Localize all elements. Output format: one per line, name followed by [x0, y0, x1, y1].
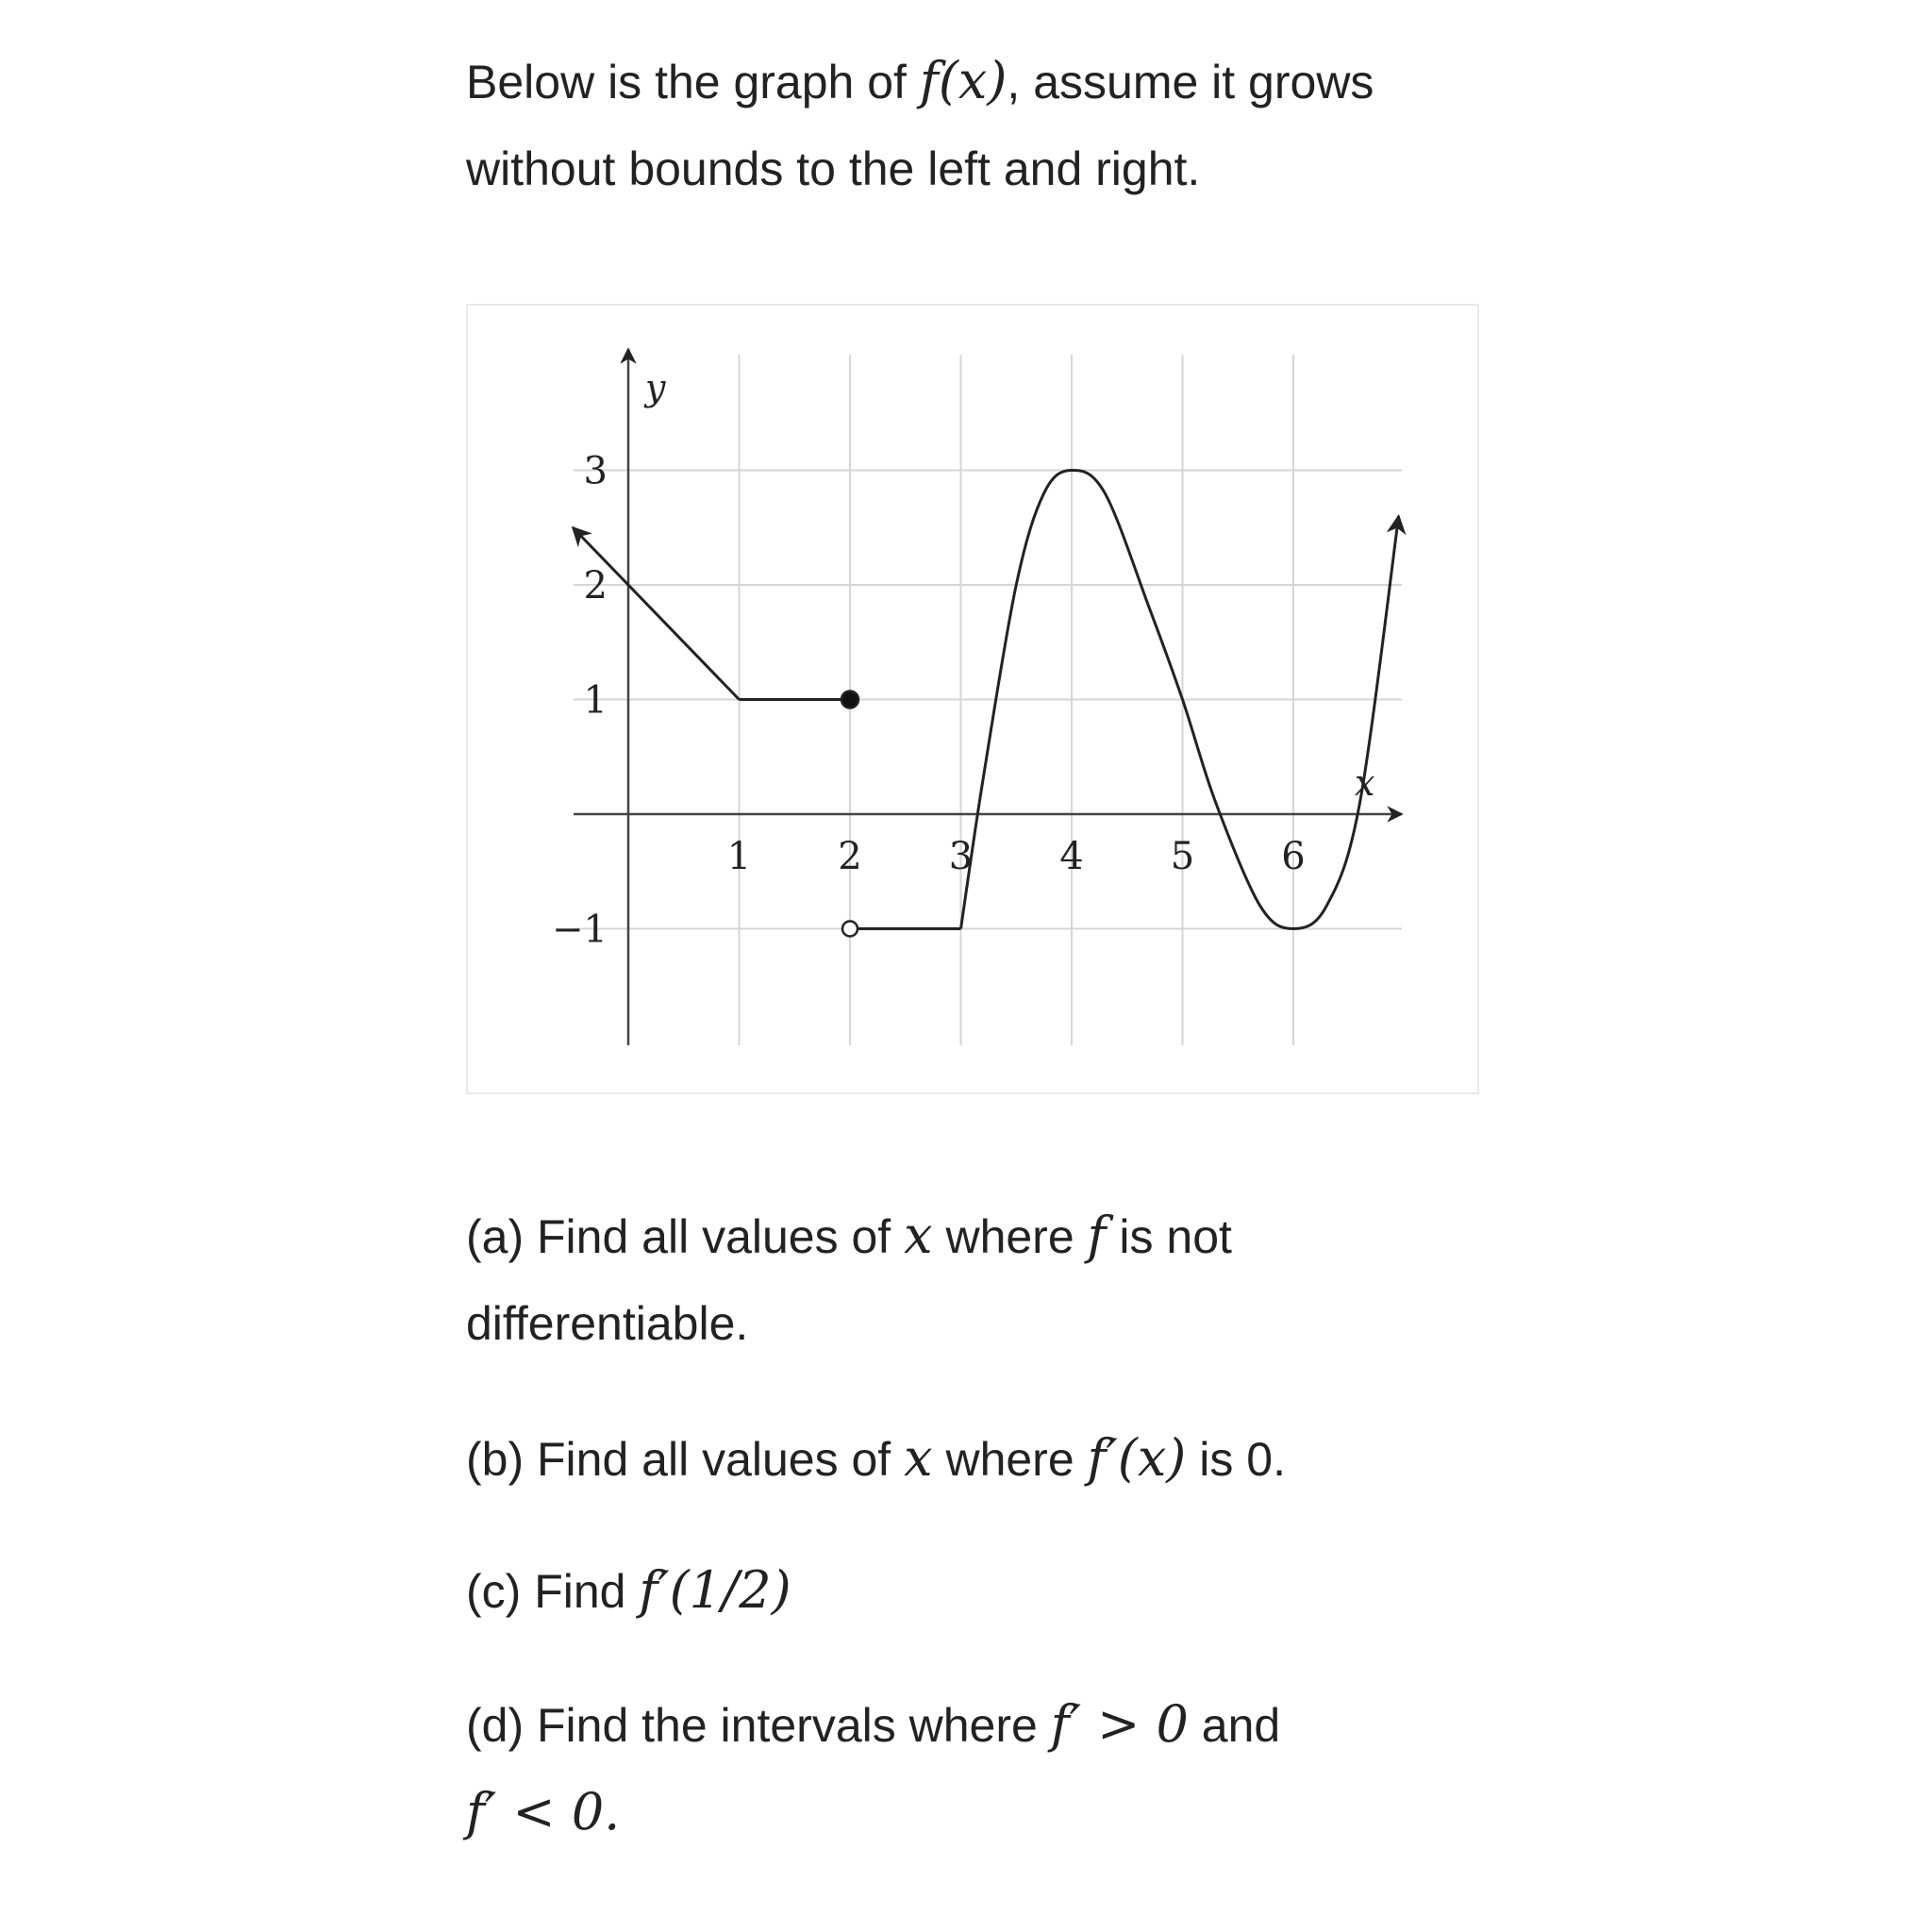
intro-line-2: without bounds to the left and right.: [466, 142, 1201, 195]
question-c: (c) Find f′(1/2): [466, 1560, 791, 1620]
graph-segment-1: [573, 527, 739, 699]
y-tick-label: 2: [583, 564, 608, 608]
intro-math-f-of-x: f(x): [919, 51, 1008, 110]
question-d: (d) Find the intervals where f′ > 0 and f′ < 0.: [466, 1694, 1281, 1841]
intro-text: [466, 38, 1374, 212]
closed-dot: [841, 691, 858, 708]
graph-figure: [466, 304, 1479, 1094]
intro-line-1: Below is the graph of f(x), assume it grows: [466, 51, 1374, 110]
function-graph: [468, 306, 1481, 1096]
y-tick-label: 1: [583, 678, 608, 723]
question-a: (a) Find all values of x where f is not differentiable.: [466, 1206, 1232, 1350]
question-b: (b) Find all values of x where f′(x) is 0.: [466, 1428, 1286, 1488]
y-tick-label: 3: [583, 449, 608, 493]
x-axis-label: x: [1355, 762, 1375, 804]
open-dot: [842, 922, 858, 937]
x-tick-label: 3: [948, 835, 974, 878]
x-tick-label: 2: [838, 835, 862, 878]
x-tick-label: 4: [1059, 835, 1084, 878]
y-tick-label: −1: [552, 908, 608, 952]
x-tick-label: 1: [726, 835, 752, 878]
x-tick-label: 6: [1281, 835, 1306, 878]
y-axis-label: y: [645, 367, 666, 408]
x-tick-label: 5: [1170, 835, 1195, 878]
